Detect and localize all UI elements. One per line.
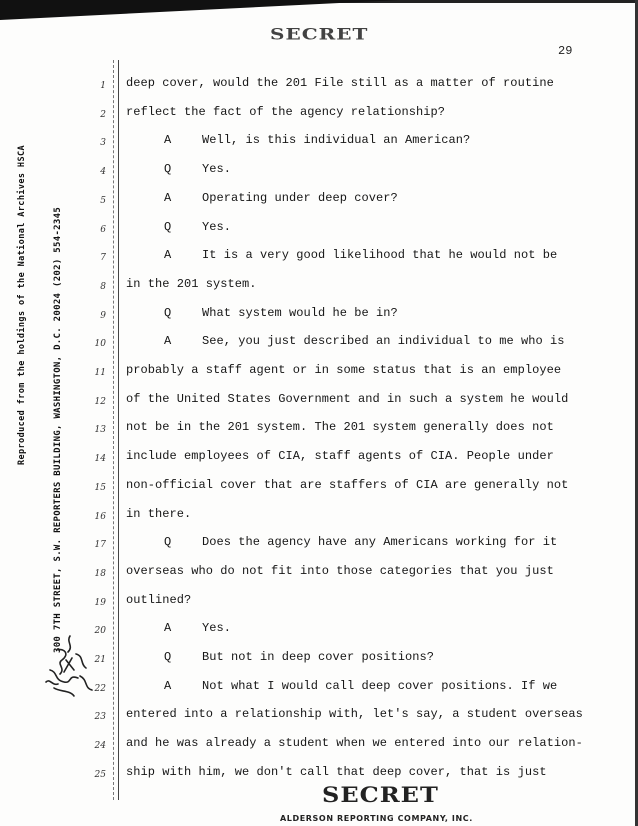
transcript-line: Well, is this individual an American? (202, 133, 471, 148)
margin-solid-rule (118, 60, 119, 800)
transcript-line: Does the agency have any Americans working for it (202, 535, 558, 550)
transcript-line: See, you just described an individual to me who is (202, 334, 565, 349)
line-number: 10 (94, 339, 106, 350)
line-number: 9 (100, 310, 106, 321)
speaker-label: A (164, 334, 172, 349)
transcript-line: Operating under deep cover? (202, 190, 398, 205)
line-number: 2 (100, 109, 106, 120)
reporting-company: ALDERSON REPORTING COMPANY, INC. (280, 814, 473, 823)
line-number: 5 (100, 195, 106, 206)
speaker-label: Q (164, 650, 172, 664)
transcript-line: Yes. (202, 219, 232, 234)
transcript-line: include employees of CIA, staff agents of CIA. People under (126, 449, 554, 464)
line-number: 14 (94, 454, 106, 465)
line-number: 19 (94, 597, 106, 608)
transcript-line: of the United States Government and in such a system he would (126, 391, 569, 406)
transcript-line: Yes. (202, 162, 232, 177)
classification-stamp-bottom: SECRET (322, 781, 439, 808)
line-number: 8 (100, 281, 106, 292)
line-number: 21 (94, 655, 106, 665)
transcript-line: outlined? (126, 592, 192, 607)
speaker-label: Q (164, 219, 172, 234)
line-number: 13 (94, 425, 106, 436)
line-number: 23 (94, 712, 106, 723)
line-number: 24 (94, 741, 106, 752)
line-number: 22 (94, 683, 106, 694)
transcript-line: not be in the 201 system. The 201 system generally does not (126, 420, 554, 435)
line-number: 18 (94, 568, 106, 579)
line-number: 12 (94, 396, 106, 407)
archive-notice: Reproduced from the holdings of the National Archives HSCA (17, 145, 27, 466)
transcript-line: deep cover, would the 201 File still as a matter of routine (126, 76, 554, 90)
speaker-label: Q (164, 162, 172, 177)
speaker-label: A (164, 248, 172, 263)
speaker-label: A (164, 133, 172, 148)
line-number: 1 (100, 81, 106, 91)
reporter-address: 300 7TH STREET, S.W. REPORTERS BUILDING, WASHINGTON, D.C. 20024 (202) 554-2345 (53, 206, 63, 653)
line-number: 25 (94, 769, 106, 780)
speaker-label: A (164, 621, 172, 636)
speaker-label: A (164, 678, 172, 693)
transcript-line: ship with him, we don't call that deep cover, that is just (126, 764, 547, 779)
transcript-line: What system would he be in? (202, 305, 398, 320)
transcript-line: It is a very good likelihood that he would not be (202, 248, 558, 263)
transcript-line: entered into a relationship with, let's say, a student overseas (126, 707, 583, 722)
line-number: 15 (94, 482, 106, 493)
margin-dotted-rule (113, 60, 114, 800)
line-number: 6 (100, 224, 106, 235)
transcript-line: But not in deep cover positions? (202, 650, 435, 664)
line-number: 20 (94, 626, 106, 637)
speaker-label: A (164, 190, 172, 205)
transcript-line: reflect the fact of the agency relationship? (126, 104, 446, 119)
line-number: 16 (94, 511, 106, 522)
line-number: 4 (100, 167, 106, 178)
line-number: 17 (94, 540, 106, 551)
transcript-line: Yes. (202, 621, 232, 636)
transcript-line: in the 201 system. (126, 276, 257, 291)
transcript-line: Not what I would call deep cover positions. If we (202, 678, 558, 693)
transcript-line: and he was already a student when we entered into our relation- (126, 736, 583, 751)
transcript-line: non-official cover that are staffers of CIA are generally not (126, 477, 569, 492)
reporter-seal-icon (40, 630, 102, 702)
classification-stamp-top: SECRET (270, 24, 369, 44)
speaker-label: Q (164, 535, 172, 550)
line-number: 3 (100, 138, 106, 149)
transcript-line: overseas who do not fit into those categories that you just (126, 563, 554, 578)
line-number: 11 (94, 368, 106, 378)
transcript-line: probably a staff agent or in some status that is an employee (126, 363, 562, 377)
line-number: 7 (100, 253, 106, 264)
speaker-label: Q (164, 305, 172, 320)
transcript-line: in there. (126, 506, 192, 521)
scan-corner-artifact (0, 0, 400, 20)
page-number: 29 (558, 44, 573, 58)
